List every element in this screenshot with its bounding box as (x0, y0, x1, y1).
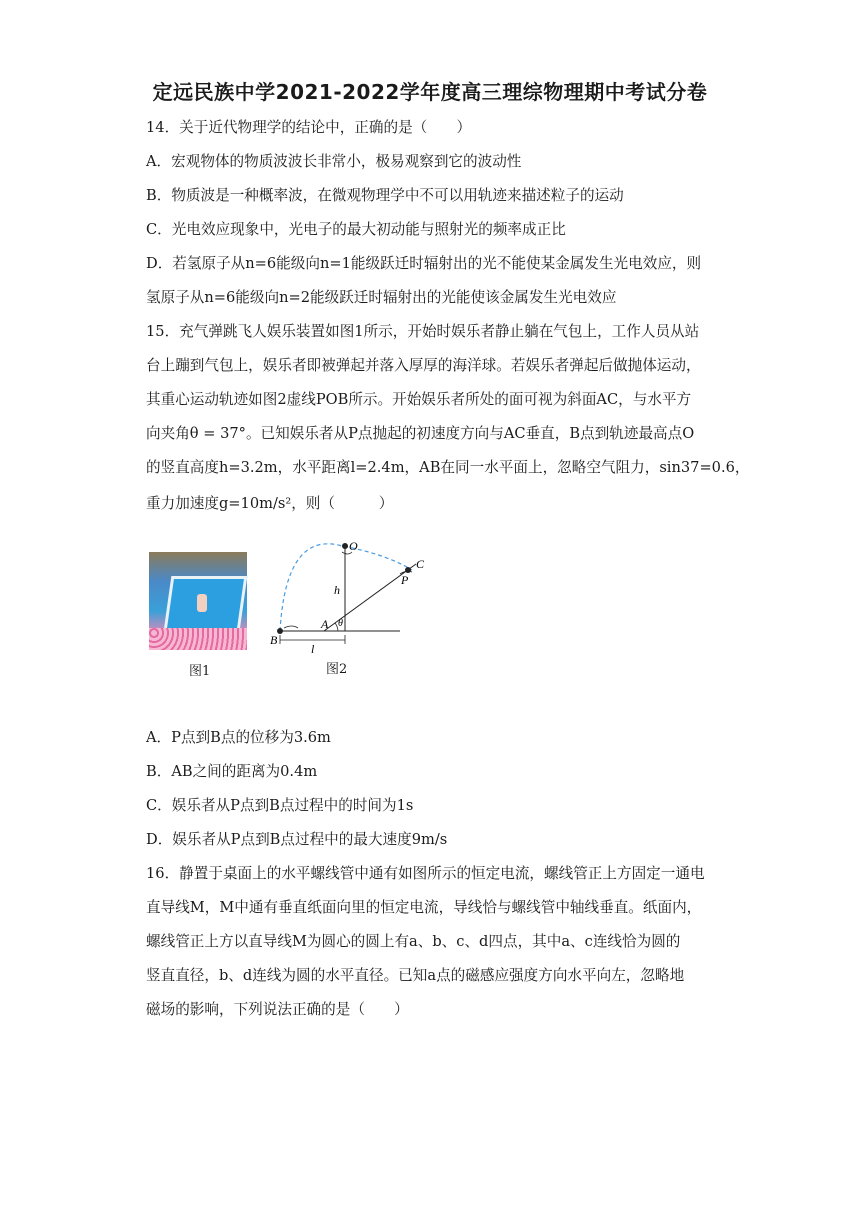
q15-option-a: A．P点到B点的位移为3.6m (146, 729, 331, 746)
q15-stem-line4: 向夹角θ = 37°。已知娱乐者从P点抛起的初速度方向与AC垂直，B点到轨迹最高点O (146, 425, 695, 442)
label-h: h (334, 583, 340, 597)
label-b: B (270, 633, 278, 647)
page-title: 定远民族中学2021-2022学年度高三理综物理期中考试分卷 (152, 80, 708, 104)
q15-option-d: D．娱乐者从P点到B点过程中的最大速度9m/s (146, 831, 448, 848)
label-o: O (349, 540, 358, 553)
label-c: C (416, 557, 425, 571)
q15-option-c: C．娱乐者从P点到B点过程中的时间为1s (146, 797, 414, 814)
q15-stem-line3: 其重心运动轨迹如图2虚线POB所示。开始娱乐者所处的面可视为斜面AC，与水平方 (146, 391, 692, 408)
q16-stem-line4: 竖直直径，b、d连线为圆的水平直径。已知a点的磁感应强度方向水平向左，忽略地 (146, 967, 685, 984)
q14-option-c: C．光电效应现象中，光电子的最大初动能与照射光的频率成正比 (146, 221, 566, 238)
fig1-caption: 图1 (189, 664, 211, 679)
fig2-diagram (146, 540, 426, 680)
q14-stem: 14．关于近代物理学的结论中，正确的是（ ） (146, 119, 472, 136)
q16-stem-line3: 螺线管正上方以直导线M为圆心的圆上有a、b、c、d四点，其中a、c连线恰为圆的 (146, 933, 681, 950)
q15-option-b: B．AB之间的距离为0.4m (146, 763, 318, 780)
label-l: l (311, 642, 315, 656)
q16-stem-line1: 16．静置于桌面上的水平螺线管中通有如图所示的恒定电流，螺线管正上方固定一通电 (146, 865, 705, 882)
point-o (342, 543, 348, 549)
q15-stem-line5: 的竖直高度h=3.2m，水平距离l=2.4m，AB在同一水平面上，忽略空气阻力，sin37=0.6， (146, 459, 750, 476)
q16-stem-line2: 直导线M，M中通有垂直纸面向里的恒定电流，导线恰与螺线管中轴线垂直。纸面内， (146, 899, 702, 916)
person-mark-b (284, 626, 298, 628)
fig2-caption: 图2 (326, 662, 348, 677)
q15-figures (146, 540, 426, 680)
q15-stem-line6: 重力加速度g=10m/s²，则（ ） (146, 495, 394, 512)
q15-stem-line1: 15．充气弹跳飞人娱乐装置如图1所示，开始时娱乐者静止躺在气包上，工作人员从站 (146, 323, 700, 340)
q14-option-b: B．物质波是一种概率波，在微观物理学中不可以用轨迹来描述粒子的运动 (146, 187, 624, 204)
label-p: P (401, 573, 409, 587)
q14-option-d-line2: 氢原子从n=6能级向n=2能级跃迁时辐射出的光能使该金属发生光电效应 (146, 289, 617, 306)
label-a: A (321, 617, 329, 631)
q14-option-a: A．宏观物体的物质波波长非常小，极易观察到它的波动性 (146, 153, 522, 170)
q16-stem-line5: 磁场的影响，下列说法正确的是（ ） (146, 1001, 409, 1018)
trajectory-curve (280, 544, 412, 631)
point-b (277, 628, 283, 634)
label-theta: θ (338, 618, 343, 629)
q14-option-d-line1: D．若氢原子从n=6能级向n=1能级跃迁时辐射出的光不能使某金属发生光电效应，则 (146, 255, 702, 272)
q15-stem-line2: 台上蹦到气包上，娱乐者即被弹起并落入厚厚的海洋球。若娱乐者弹起后做抛体运动， (146, 357, 701, 374)
